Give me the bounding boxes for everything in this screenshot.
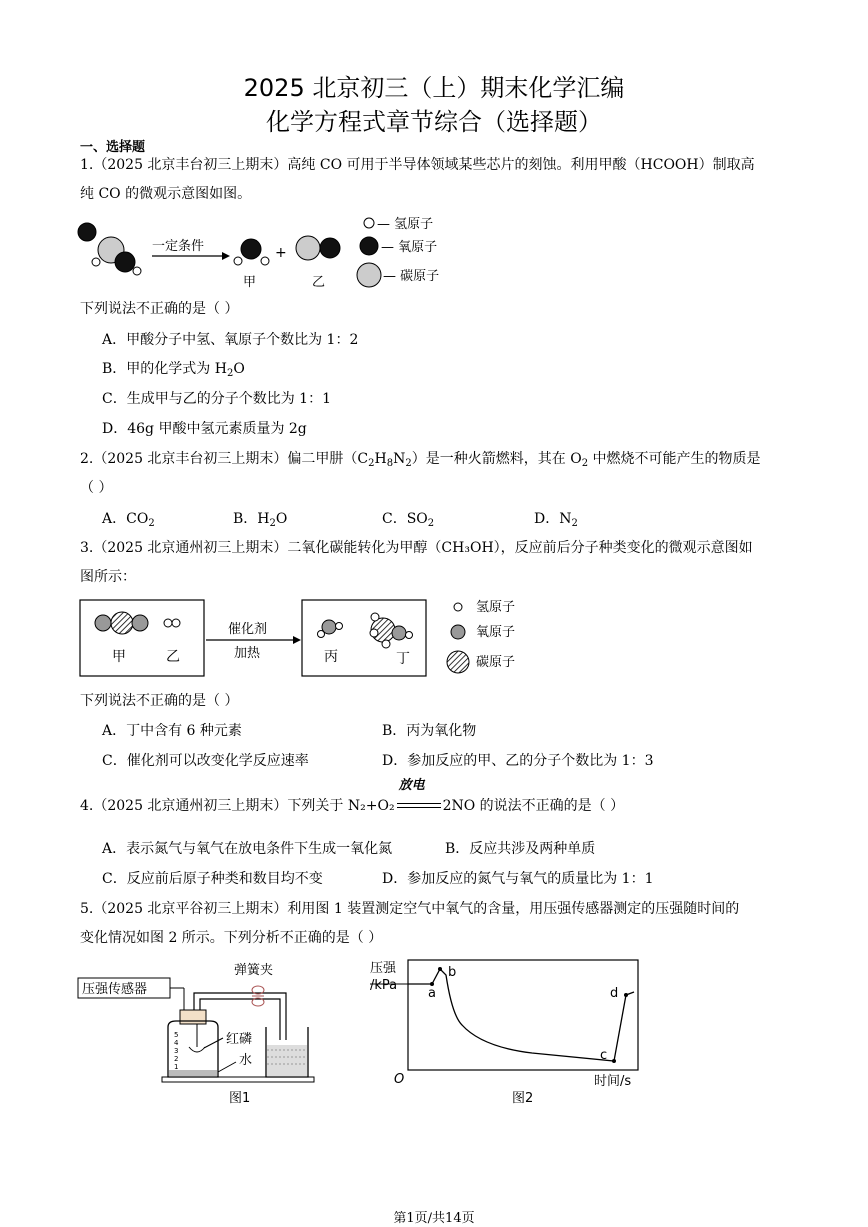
- fig1-water-label: 水: [239, 1053, 253, 1068]
- svg-text:1: 1: [174, 1063, 179, 1071]
- svg-text:3: 3: [174, 1047, 179, 1055]
- svg-text:— 碳原子: — 碳原子: [383, 269, 440, 284]
- fig1-phosphorus-label: 红磷: [226, 1032, 253, 1047]
- fig1-clip-label: 弹簧夹: [234, 963, 274, 978]
- q3-prompt: 下列说法不正确的是（ ）: [80, 693, 239, 709]
- q3-stem-line1: 3.（2025 北京通州初三上期末）二氧化碳能转化为甲醇（CH₃OH），反应前后分子种类变化的微观示意图如: [80, 540, 753, 556]
- q2-option-b: B．$H_2O$: [233, 511, 288, 529]
- q1-option-c: C．生成甲与乙的分子个数比为 1：1: [102, 391, 331, 407]
- svg-text:5: 5: [174, 1031, 179, 1039]
- fig2-ylabel-2: /kPa: [370, 978, 398, 993]
- q2-stem-line2: （ ）: [80, 480, 113, 496]
- q5-stem-line1: 5.（2025 北京平谷初三上期末）利用图 1 装置测定空气中氧气的含量，用压强传感器测定的压强随时间的: [80, 901, 740, 917]
- svg-text:碳原子: 碳原子: [476, 655, 516, 670]
- q3-diagram: [78, 595, 538, 685]
- q3-option-b: B．丙为氧化物: [382, 723, 477, 739]
- hydrogen-atom-icon: [364, 218, 374, 228]
- q1-legend: [357, 217, 439, 287]
- q3-cond-top: 催化剂: [228, 622, 268, 637]
- svg-text:氢原子: 氢原子: [476, 600, 516, 615]
- q3-option-d: D．参加反应的甲、乙的分子个数比为 1：3: [382, 753, 654, 769]
- q1-arrow-label: 一定条件: [152, 239, 205, 254]
- water-molecule: [234, 239, 269, 265]
- page-footer: 第1页/共14页: [393, 1211, 475, 1226]
- q1-label-jia: 甲: [243, 275, 257, 290]
- fig2-label-d: d: [610, 986, 619, 1001]
- fig2-pressure-chart: [362, 955, 652, 1105]
- q3-option-a: A．丁中含有 6 种元素: [102, 723, 242, 739]
- fig1-apparatus: [76, 955, 336, 1107]
- svg-text:氧原子: 氧原子: [476, 625, 516, 640]
- fig2-ylabel-1: 压强: [370, 961, 397, 976]
- fig1-sensor-label: 压强传感器: [82, 982, 148, 997]
- fig2-xlabel: 时间/s: [594, 1074, 632, 1089]
- section-heading: 一、选择题: [80, 140, 146, 155]
- q4-stem: 4.（2025 北京通州初三上期末）下列关于 N₂+O₂ 放电 2NO 的说法不正确的是（ ）: [80, 778, 625, 814]
- svg-text:2: 2: [174, 1055, 179, 1063]
- fig2-label-b: b: [448, 965, 457, 980]
- q2-option-a: A．$CO_2$: [102, 511, 155, 529]
- q2-option-d: D．$N_2$: [534, 511, 578, 529]
- q4-condition: 放电: [398, 778, 425, 793]
- carbon-atom-icon: [447, 651, 469, 673]
- q1-option-a: A．甲酸分子中氢、氧原子个数比为 1：2: [102, 332, 359, 348]
- q4-option-b: B．反应共涉及两种单质: [445, 841, 596, 857]
- svg-text:4: 4: [174, 1039, 179, 1047]
- oxygen-atom-icon: [451, 625, 465, 639]
- q1-stem-line2: 纯 CO 的微观示意图如图。: [80, 186, 252, 202]
- fig2-point-b: [438, 967, 442, 971]
- q1-option-b: B．甲的化学式为 $H_2O$: [102, 361, 245, 379]
- fig2-point-c: [612, 1059, 616, 1063]
- svg-text:— 氧原子: — 氧原子: [381, 240, 438, 255]
- formic-acid-molecule: [78, 223, 141, 275]
- fig2-label-a: a: [428, 986, 436, 1001]
- q3-cond-bottom: 加热: [234, 646, 261, 661]
- fig2-label-c: c: [600, 1048, 608, 1063]
- fig1-caption: 图1: [229, 1091, 251, 1106]
- q1-stem-line1: 1.（2025 北京丰台初三上期末）高纯 CO 可用于半导体领域某些芯片的刻蚀。利用甲酸（HCOOH）制取高: [80, 157, 755, 173]
- fig2-caption: 图2: [512, 1091, 534, 1105]
- h2-molecule: [164, 619, 180, 627]
- q3-label-bing: 丙: [324, 649, 338, 665]
- q2-option-c: C．$SO_2$: [382, 511, 435, 529]
- q3-label-ding: 丁: [396, 651, 410, 667]
- q4-option-a: A．表示氮气与氧气在放电条件下生成一氧化氮: [102, 841, 393, 857]
- q2-stem-line1: 2.（2025 北京丰台初三上期末）偏二甲肼$(C_2H_8N_2)$是一种火箭燃料，其在 $O_2$ 中燃烧不可能产生的物质是: [80, 451, 761, 469]
- fig2-point-d: [624, 993, 628, 997]
- q4-option-d: D．参加反应的氮气与氧气的质量比为 1：1: [382, 871, 654, 887]
- q3-label-jia: 甲: [112, 649, 126, 665]
- hydrogen-atom-icon: [454, 603, 462, 611]
- spring-clip-icon: [252, 986, 264, 1006]
- carbon-atom-icon: [357, 263, 381, 287]
- oxygen-atom-icon: [360, 237, 378, 255]
- q1-diagram: [75, 210, 465, 295]
- page-title: 2025 北京初三（上）期末化学汇编: [243, 74, 625, 102]
- co-molecule: [296, 236, 340, 260]
- q1-prompt: 下列说法不正确的是（ ）: [80, 301, 239, 317]
- water-molecule: [318, 620, 343, 638]
- q3-legend: [447, 600, 515, 673]
- q3-option-c: C．催化剂可以改变化学反应速率: [102, 753, 309, 769]
- q3-stem-line2: 图所示：: [80, 569, 136, 585]
- fig2-origin: O: [394, 1072, 405, 1087]
- svg-text:— 氢原子: — 氢原子: [377, 217, 434, 232]
- q1-label-yi: 乙: [312, 275, 326, 290]
- q1-plus: +: [275, 245, 287, 261]
- page-subtitle: 化学方程式章节综合（选择题）: [266, 108, 602, 136]
- q4-option-c: C．反应前后原子种类和数目均不变: [102, 871, 323, 887]
- q1-option-d: D．46g 甲酸中氢元素质量为 2g: [102, 421, 307, 437]
- q3-label-yi: 乙: [166, 649, 180, 665]
- q5-stem-line2: 变化情况如图 2 所示。下列分析不正确的是（ ）: [80, 930, 383, 946]
- co2-molecule: [95, 612, 148, 634]
- methanol-molecule: [370, 613, 413, 648]
